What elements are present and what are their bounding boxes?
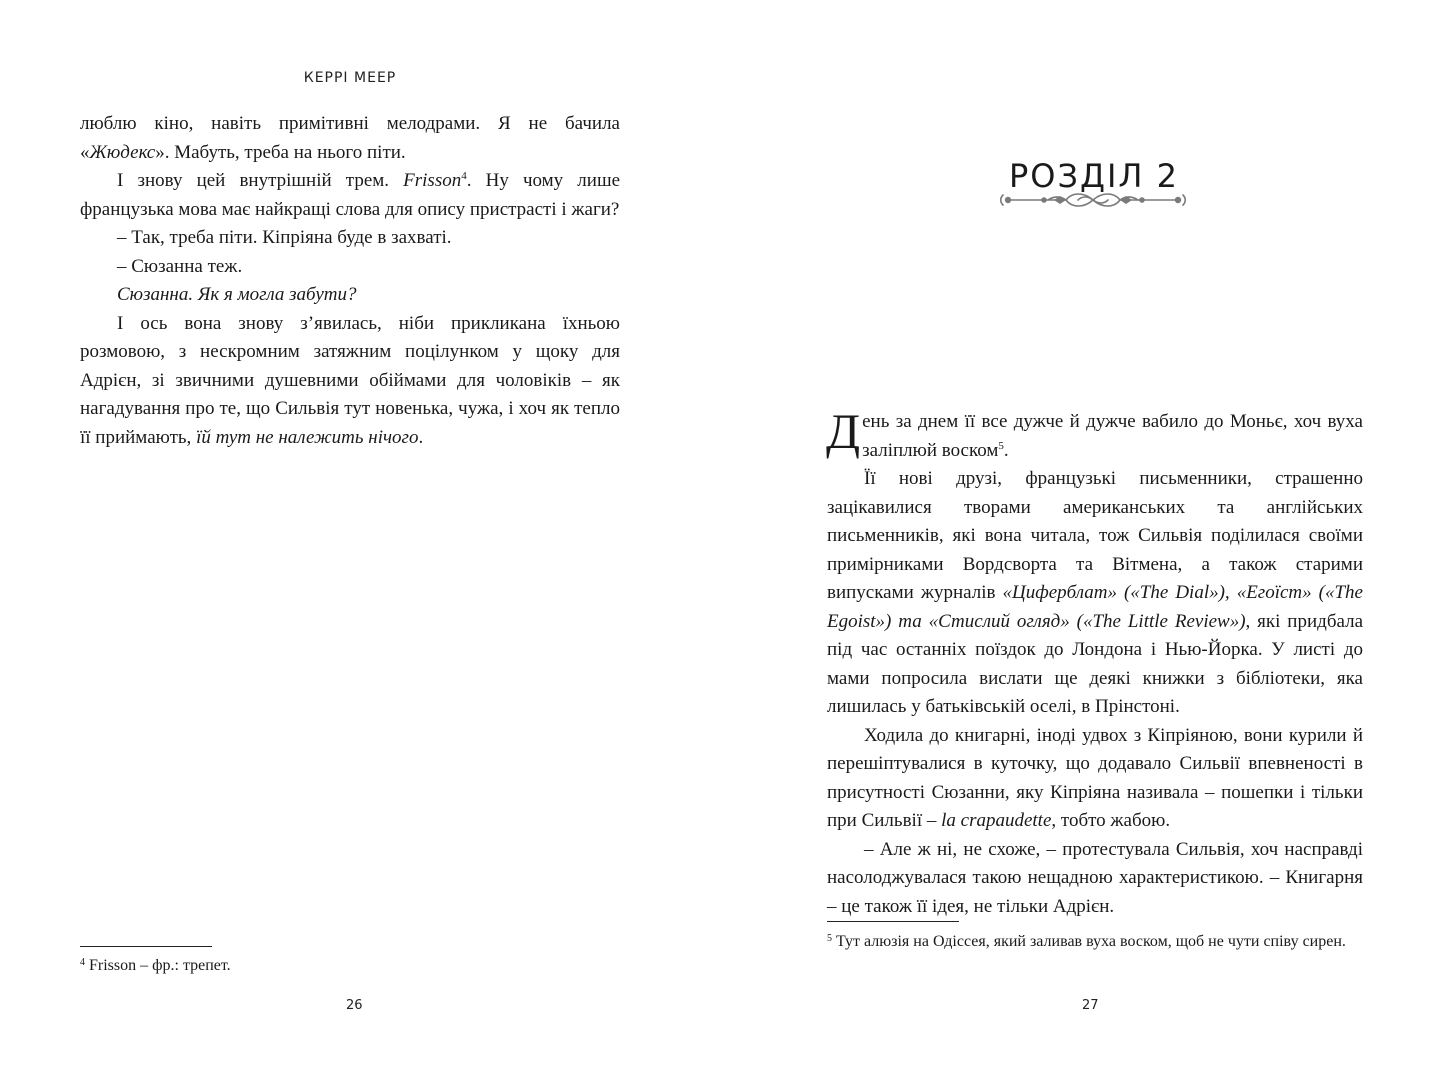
paragraph-text: ». Мабуть, треба на нього піти. — [155, 141, 406, 163]
paragraph-text: Ходила до книгарні, іноді удвох з Кіпріяною, вони курили й перешіптувалися в куточку, що додавало Сильвії впевненості в присутності Сюзанни, яку Кіпріяна називала – пошепки і тільки при Сильвії – — [827, 724, 1363, 831]
dialogue-line: – Так, треба піти. Кіпріяна буде в захваті. — [117, 227, 452, 248]
paragraph — [80, 167, 620, 224]
paragraph-text: . — [418, 426, 424, 448]
drop-cap: Д — [826, 403, 861, 459]
running-head-author: КЕРРІ МЕЕР — [303, 70, 397, 86]
paragraph-text: , які придбала під час останніх поїздок до Лондона і Нью-Йорка. У листі до мами попросила вислати ще деякі книжки з бібліотеки, яка лишилась у батьківській оселі, в Прінстоні. — [827, 610, 1363, 717]
footnote-marker: 4 — [80, 957, 85, 968]
italic-title: Жюдекс — [89, 141, 156, 163]
right-page — [722, 0, 1445, 1084]
footnote-marker: 5 — [827, 933, 832, 944]
inner-thought-line: Сюзанна. Як я могла забути? — [117, 284, 357, 305]
footnote-text: Тут алюзія на Одіссея, який заливав вуха воском, щоб не чути співу сирен. — [832, 933, 1346, 950]
paragraph-text: Її нові друзі, французькі письменники, страшенно зацікавилися творами американських та англійських письменників, які вона читала, тож Сильвія поділилася своїми примірниками Вордсворта та Вітмена, а також старими випусками журналів — [827, 468, 1363, 603]
italic-phrase: la crapaudette — [941, 810, 1052, 831]
italic-magazine-titles: «Циферблат» («The Dial»), «Егоїст» («The Egoist») та «Стислий огляд» («The Little Review») — [827, 582, 1363, 632]
opening-paragraph — [826, 403, 1363, 465]
paragraph-text: люблю кіно, навіть примітивні мелодрами. Я не бачила « — [80, 113, 620, 163]
footnote-text: Frisson – фр.: трепет. — [85, 957, 231, 974]
paragraph-text: , тобто жабою. — [1051, 810, 1171, 831]
paragraph-text: . — [1003, 439, 1009, 461]
paragraph — [827, 465, 1363, 722]
right-body-text — [826, 403, 1363, 921]
footnote-divider — [80, 946, 212, 947]
footnote-reference[interactable]: 4 — [461, 170, 467, 182]
paragraph — [80, 110, 620, 167]
footnote — [827, 931, 1363, 953]
italic-word: Frisson — [403, 170, 462, 191]
left-body-text — [80, 110, 620, 452]
chapter-title: РОЗДІЛ 2 — [1008, 157, 1180, 196]
page-number: 26 — [346, 998, 363, 1013]
dialogue-line: – Але ж ні, не схоже, – протестувала Сильвія, хоч насправді насолоджувалася такою нещадною характеристикою. – Книгарня – це також її ідея, не тільки Адрієн. — [827, 838, 1363, 917]
paragraph-text: І ось вона знову з’явилась, ніби прикликана їхньою розмовою, з нескромним затяжним поцілунком у щоку для Адрієн, зі звичними душевними обіймами для чоловіків – як нагадування про те, що Сильвія тут новенька, чужа, і хоч як тепло її приймають, — [80, 312, 620, 448]
footnote-reference[interactable]: 5 — [998, 439, 1004, 452]
paragraph-text: ень за днем її все дужче й дужче вабило до Моньє, хоч вуха заліплюй воском — [862, 411, 1363, 461]
footnote-divider — [827, 921, 959, 922]
left-page — [0, 0, 722, 1084]
paragraph-text: . Ну чому лише французька мова має найкращі слова для опису пристрасті і жаги? — [80, 170, 621, 220]
italic-phrase: їй тут не належить нічого — [196, 426, 419, 448]
paragraph — [80, 310, 620, 453]
page-number: 27 — [1082, 998, 1099, 1013]
footnote — [80, 955, 620, 977]
paragraph — [827, 722, 1363, 836]
dialogue-line: – Сюзанна теж. — [117, 255, 243, 277]
decorative-flourish-icon — [1000, 186, 1186, 214]
paragraph-text: І знову цей внутрішній трем. — [117, 170, 404, 191]
